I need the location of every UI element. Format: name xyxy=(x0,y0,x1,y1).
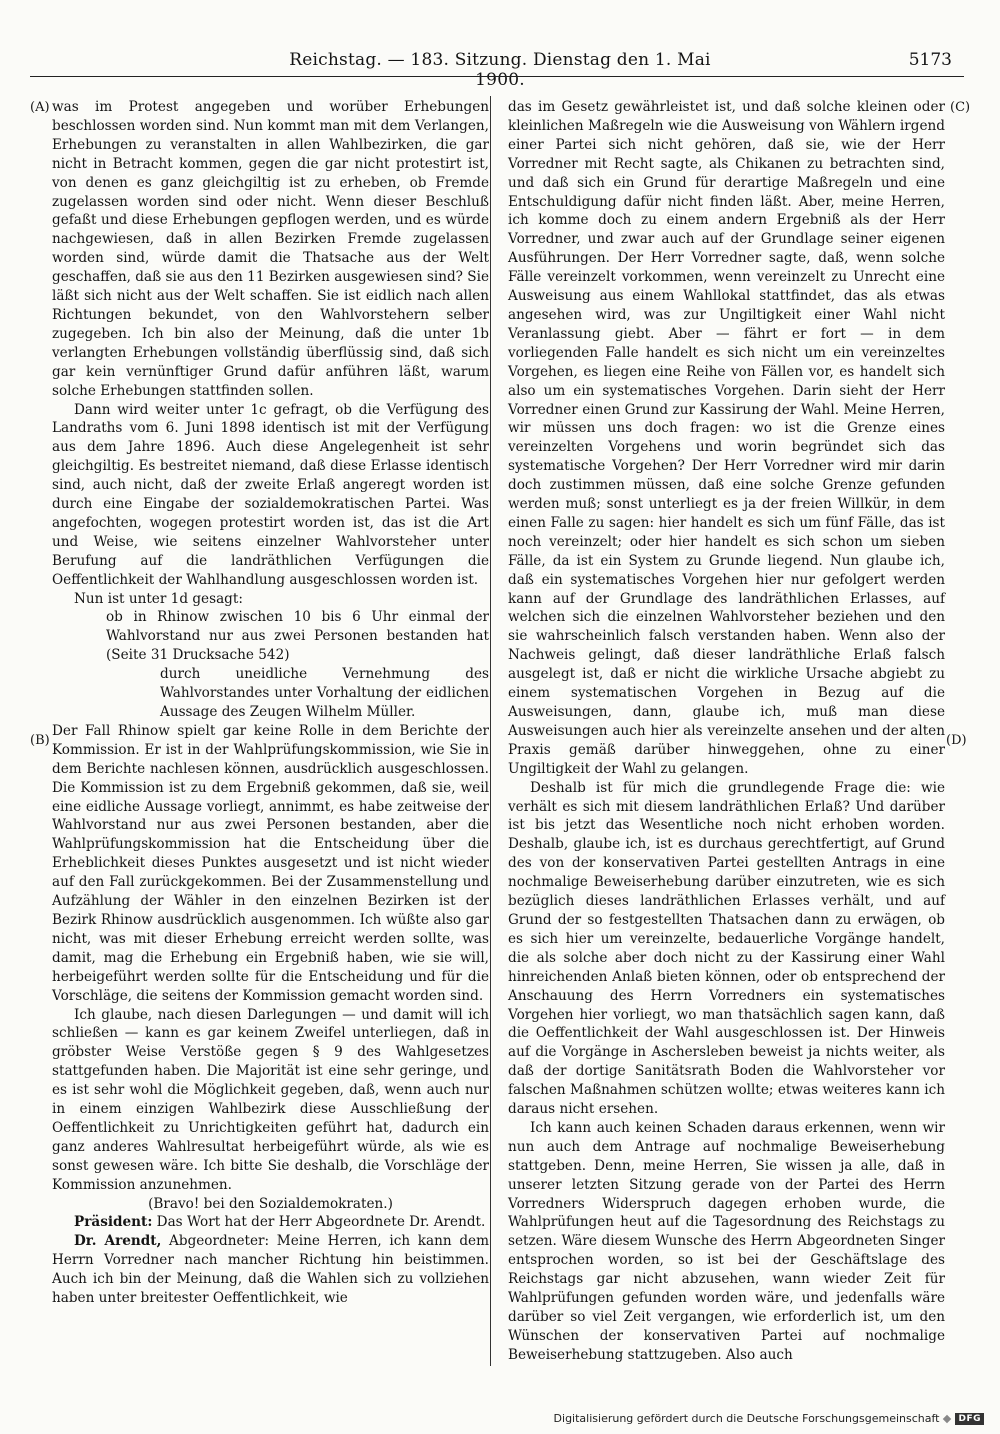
header-rule xyxy=(30,76,964,77)
margin-mark-b: (B) xyxy=(30,733,50,748)
paragraph: was im Protest angegeben und worüber Erhebungen beschlossen worden sind. Nun kommt man mit dem Verlangen, Erhebungen zu veranstalten in allen Wahlbezirken, die gar nicht in Betracht kommen, gegen die gar nicht protestirt ist, von denen es ganz gleichgiltig ist zu erheben, ob Fremde zugelassen worden sind oder nicht. Wenn dieser Beschluß gefaßt und diese Erhebungen gepflogen werden, und es würde nachgewiesen, daß in allen Bezirken Fremde zugelassen worden sind, würde damit die Thatsache aus der Welt geschaffen, daß sie aus den 11 Bezirken ausgewiesen sind? Sie läßt sich nicht aus der Welt schaffen. Sie ist eidlich nach allen Richtungen bekundet, von den Wahlvorstehern selber zugegeben. Ich bin also der Meinung, daß die unter 1b verlangten Erhebungen vollständig überflüssig sind, daß sich gar kein vernünftiger Grund dafür anführen läßt, warum solche Erhebungen stattfinden sollen. xyxy=(52,99,489,399)
page-header xyxy=(0,0,1000,90)
dfg-logo: DFG xyxy=(955,1413,984,1425)
quoted-passage: ob in Rhinow zwischen 10 bis 6 Uhr einmal der Wahlvorstand nur aus zwei Personen bestanden hat (Seite 31 Drucksache 542) xyxy=(106,609,489,664)
speaker-paragraph xyxy=(52,1232,489,1308)
paragraph: Deshalb ist für mich die grundlegende Frage die: wie verhält es sich mit diesem landräthlichen Erlaß? Und darüber ist bis jetzt das Wesentliche noch nicht erhoben worden. Deshalb, glaube ich, ist es durchaus gerechtfertigt, auf Grund des von der konservativen Partei gestellten Antrags in eine nochmalige Beweiserhebung darüber einzutreten, wie es sich bezüglich dieses landräthlichen Erlasses verhält, und auf Grund der so festgestellten Thatsachen dann zu erwägen, ob es sich hier um vereinzelte, bedauerliche Vorgänge handelt, die als solche aber doch nicht zu der Kassirung einer Wahl hinreichenden Anlaß bieten können, oder ob entsprechend der Anschauung des Herrn Vorredners ein systematisches Vorgehen hier vorliegt, wo man thatsächlich sagen kann, daß die Oeffentlichkeit der Wahl ausgeschlossen ist. Der Hinweis auf die Vorgänge in Aschersleben beweist ja nichts weiter, als daß der dortige Sanitätsrath Boden die Wahlvorsteher vor falschen Maßnahmen schützen wollte; etwas weiteres kann ich daraus nicht ersehen. xyxy=(508,779,945,1118)
speaker-name: Dr. Arendt, xyxy=(74,1233,162,1250)
quoted-passage: durch uneidliche Vernehmung des Wahlvorstandes unter Vorhaltung der eidlichen Aussage des Zeugen Wilhelm Müller. xyxy=(160,666,489,720)
margin-mark-a: (A) xyxy=(30,100,50,115)
column-divider xyxy=(490,96,491,1366)
page-number: 5173 xyxy=(908,50,952,70)
paragraph: Dann wird weiter unter 1c gefragt, ob die Verfügung des Landraths vom 6. Juni 1898 identisch ist mit der Verfügung aus dem Jahre 1896. Auch diese Angelegenheit ist sehr gleichgiltig. Es bestreitet niemand, daß diese Erlasse identisch sind, auch nicht, daß der zweite Erlaß angeregt worden ist durch eine Eingabe der sozialdemokratischen Partei. Was angefochten, wogegen protestirt worden ist, das ist die Art und Weise, wie seitens einzelner Wahlvorsteher unter Berufung auf die landräthlichen Verfügungen die Oeffentlichkeit der Wahlhandlung ausgeschlossen worden ist. xyxy=(52,401,489,588)
running-title: Reichstag. — 183. Sitzung. Dienstag den 1. Mai 1900. xyxy=(289,50,711,90)
paragraph: Nun ist unter 1d gesagt: xyxy=(74,590,243,607)
speaker-name: Präsident: xyxy=(74,1214,153,1231)
speaker-text: Das Wort hat der Herr Abgeordnete Dr. Arendt. xyxy=(152,1214,486,1231)
footer-text: Digitalisierung gefördert durch die Deutsche Forschungsgemeinschaft xyxy=(553,1412,940,1425)
right-column xyxy=(508,98,945,1365)
applause-note: (Bravo! bei den Sozialdemokraten.) xyxy=(148,1195,393,1212)
left-column xyxy=(52,98,489,1308)
digitization-footer xyxy=(554,1412,984,1425)
paragraph: das im Gesetz gewährleistet ist, und daß solche kleinen oder kleinlichen Maßregeln wie die Ausweisung von Wählern irgend einer Partei sich nicht gehören, daß sie, wie der Herr Vorredner mit Recht sagte, als Chikanen zu betrachten sind, und daß sich ein Grund für derartige Maßregeln und eine Entschuldigung dafür nicht finden läßt. Aber, meine Herren, ich komme doch zu einem andern Ergebniß als der Herr Vorredner, und zwar auch auf der Grundlage seiner eigenen Ausführungen. Der Herr Vorredner sagte, daß, wenn solche Fälle vereinzelt vorkommen, wenn vereinzelt zu Unrecht eine Ausweisung aus einem Wahllokal stattfindet, das als etwas angesehen wird, was zur Ungiltigkeit einer Wahl nicht Veranlassung giebt. Aber — fährt er fort — in dem vorliegenden Falle handelt es sich nicht um ein vereinzeltes Vorgehen, es liegen eine Reihe von Fällen vor, es handelt sich also um ein systematisches Vorgehen. Darin sieht der Herr Vorredner einen Grund zur Kassirung der Wahl. Meine Herren, wir müssen uns doch fragen: wo ist die Grenze eines vereinzelten Vorgehens und worin begründet sich das systematische Vorgehen? Der Herr Vorredner wird mir darin doch zustimmen müssen, daß eine solche Grenze gefunden werden muß; sonst unterliegt es ja der freien Willkür, in dem einen Falle zu sagen: hier handelt es sich um fünf Fälle, das ist noch vereinzelt; oder hier handelt es sich schon um sieben Fälle, da ist ein System zu Grunde liegend. Nun glaube ich, daß ein systematisches Vorgehen hier nur gefolgert werden kann auf der Grundlage des landräthlichen Erlasses, auf welchen sich die einzelnen Wahlvorsteher beziehen und den sie wahrscheinlich falsch verstanden haben. Wenn also der Nachweis gelingt, daß dieser landräthliche Erlaß falsch ausgelegt ist, daß er nicht die wirkliche Ursache abgiebt zu einem systematischen Vorgehen in Bezug auf die Ausweisungen, dann, glaube ich, muß man diese Ausweisungen auch hier als vereinzelte ansehen und der alten Praxis gemäß darüber hinweggehen, ohne zu einer Ungiltigkeit der Wahl zu gelangen. xyxy=(508,99,945,777)
margin-mark-d: (D) xyxy=(946,733,967,748)
speaker-text: Abgeordneter: Meine Herren, ich kann dem Herrn Vorredner nach mancher Richtung hin beistimmen. Auch ich bin der Meinung, daß die Wahlen sich zu vollziehen haben unter breitester Oeffentlichkeit, wie xyxy=(52,1233,489,1307)
speaker-paragraph xyxy=(52,1213,489,1232)
margin-mark-c: (C) xyxy=(950,100,971,115)
paragraph: Ich glaube, nach diesen Darlegungen — und damit will ich schließen — kann es gar keinem Zweifel unterliegen, daß in gröbster Weise Verstöße gegen § 9 des Wahlgesetzes stattgefunden haben. Die Majorität ist eine sehr geringe, und es ist sehr wohl die Möglichkeit gegeben, daß, wenn auch nur in einem einzigen Wahlbezirk diese Ausschließung der Oeffentlichkeit zu Unrichtigkeiten geführt hat, dadurch ein ganz anderes Wahlresultat herbeigeführt würde, als wie es sonst gewesen wäre. Ich bitte Sie deshalb, die Vorschläge der Kommission anzunehmen. xyxy=(52,1006,489,1193)
paragraph: Ich kann auch keinen Schaden daraus erkennen, wenn wir nun auch dem Antrage auf nochmalige Beweiserhebung stattgeben. Denn, meine Herren, Sie wissen ja alle, daß in unserer letzten Sitzung gerade von der Partei des Herrn Vorredners Widerspruch dagegen erhoben wurde, die Wahlprüfungen heut auf die Tagesordnung des Reichstags zu setzen. Wäre diesem Wunsche des Herrn Abgeordneten Singer entsprochen worden, so ist bei der Geschäftslage des Reichstags gar nicht abzusehen, wann wieder Zeit für Wahlprüfungen gefunden worden wäre, und jedenfalls wäre darüber so viel Zeit vergangen, wie erforderlich ist, um den Wünschen der konservativen Partei auf nochmalige Beweiserhebung stattzugeben. Also auch xyxy=(508,1119,945,1363)
paragraph: Der Fall Rhinow spielt gar keine Rolle in dem Berichte der Kommission. Er ist in der Wahlprüfungskommission, wie Sie in dem Berichte nachlesen können, ausdrücklich ausgeschlossen. Die Kommission ist zu dem Ergebniß gekommen, daß sie, weil eine eidliche Aussage vorliegt, annimmt, es habe zeitweise der Wahlvorstand nur aus zwei Personen bestanden, aber die Wahlprüfungskommission hat die Entscheidung über die Erheblichkeit dieses Punktes ausgesetzt und ist nicht wieder auf den Fall zurückgekommen. Bei der Zusammenstellung und Aufzählung der Wähler in den einzelnen Bezirken ist der Bezirk Rhinow ausdrücklich ausgenommen. Ich wüßte also gar nicht, was mit dieser Erhebung erreicht werden sollte, was damit, mag die Erhebung ein Ergebniß haben, wie sie will, herbeigeführt werden sollte für die Entscheidung und für die Vorschläge, die seitens der Kommission gemacht worden sind. xyxy=(52,722,489,1004)
diamond-icon xyxy=(943,1414,951,1422)
